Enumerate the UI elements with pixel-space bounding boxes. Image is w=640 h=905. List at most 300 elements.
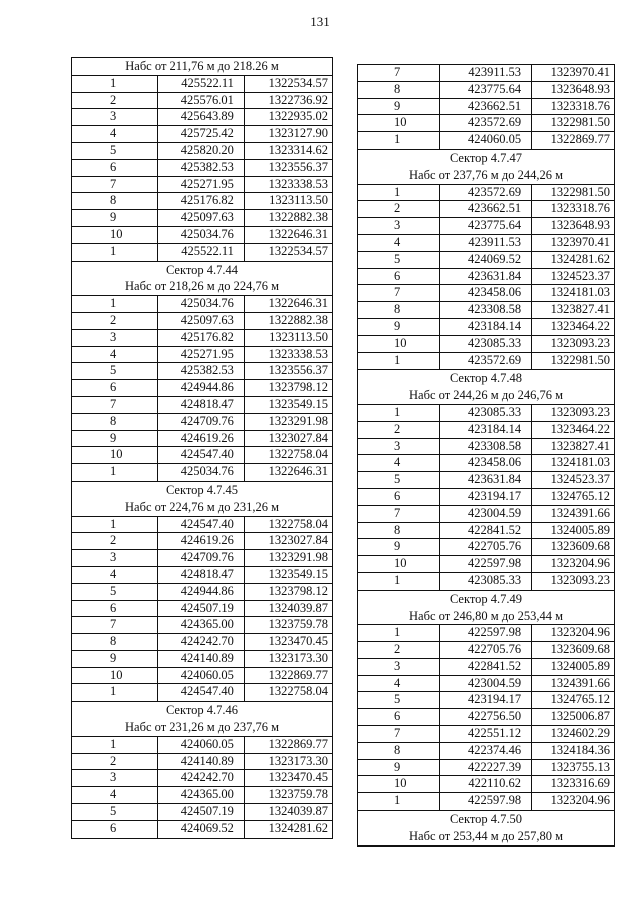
- table-row: [72, 584, 332, 601]
- table-row: [72, 193, 332, 210]
- coord-y: 1323204.96: [550, 793, 610, 808]
- table-row: [72, 601, 332, 618]
- coord-x: 424069.52: [440, 252, 532, 268]
- coord-y: 1324523.37: [550, 268, 610, 283]
- coord-y: 1323470.45: [268, 770, 328, 785]
- point-number: 6: [358, 269, 440, 285]
- coord-y: 1324184.36: [550, 742, 610, 757]
- table-row: [72, 414, 332, 431]
- table-row: [358, 132, 614, 149]
- coord-x: 423775.64: [440, 82, 532, 98]
- point-number: 2: [72, 533, 158, 549]
- table-row: [358, 676, 614, 693]
- table-row: [358, 82, 614, 99]
- table-row: [72, 754, 332, 771]
- coord-x: 422705.76: [440, 642, 532, 658]
- coord-y: 1324523.37: [550, 472, 610, 487]
- coord-y: 1324281.62: [268, 820, 328, 835]
- coord-x: 425643.89: [158, 109, 245, 125]
- point-number: 1: [358, 573, 440, 590]
- point-number: 5: [72, 143, 158, 159]
- coord-x: 424060.05: [440, 132, 532, 149]
- coord-y: 1323113.50: [269, 193, 328, 208]
- coord-x: 424818.47: [158, 567, 245, 583]
- coord-x: 424944.86: [158, 584, 245, 600]
- point-number: 7: [358, 506, 440, 522]
- point-number: 2: [72, 93, 158, 109]
- coord-y: 1322869.77: [550, 132, 610, 147]
- point-number: 3: [72, 550, 158, 566]
- table-row: [72, 684, 332, 701]
- coord-y: 1322758.04: [268, 516, 328, 531]
- coord-y: 1324602.29: [550, 726, 610, 741]
- point-number: 4: [358, 235, 440, 251]
- point-number: 2: [358, 201, 440, 217]
- coord-y: 1324765.12: [550, 692, 610, 707]
- table-row: [72, 126, 332, 143]
- height-range: Набс от 218,26 м до 224,76 м: [72, 278, 332, 296]
- point-number: 3: [358, 218, 440, 234]
- coord-x: 424507.19: [158, 601, 245, 617]
- table-row: [358, 793, 614, 810]
- coord-y: 1322534.57: [268, 243, 328, 258]
- point-number: 3: [72, 330, 158, 346]
- sector-title: Сектор 4.7.48: [449, 371, 523, 386]
- coord-y: 1322981.50: [550, 184, 610, 199]
- coord-y: 1323027.84: [268, 533, 328, 548]
- point-number: 5: [72, 363, 158, 379]
- coord-y: 1324765.12: [550, 488, 610, 503]
- coord-y: 1323648.93: [550, 218, 610, 233]
- coord-x: 424507.19: [158, 804, 245, 820]
- coord-x: 423572.69: [440, 115, 532, 131]
- coord-x: 423662.51: [440, 201, 532, 217]
- point-number: 7: [72, 397, 158, 413]
- point-number: 5: [72, 584, 158, 600]
- point-number: 3: [358, 659, 440, 675]
- coord-x: 422110.62: [440, 776, 532, 792]
- coord-x: 425522.11: [158, 76, 245, 92]
- coord-x: 424619.26: [158, 431, 245, 447]
- point-number: 10: [358, 776, 440, 792]
- coord-x: 425034.76: [158, 464, 245, 481]
- table-row: [72, 330, 332, 347]
- point-number: 8: [358, 82, 440, 98]
- table-row: [72, 380, 332, 397]
- coord-y: 1323798.12: [268, 583, 328, 598]
- coord-x: 424709.76: [158, 550, 245, 566]
- coord-x: 424365.00: [158, 787, 245, 803]
- table-row: [358, 439, 614, 456]
- height-range: Набс от 246,80 м до 253,44 м: [358, 608, 614, 626]
- table-row: [358, 252, 614, 269]
- table-row: [358, 506, 614, 523]
- table-row: [358, 625, 614, 642]
- coord-y: 1324181.03: [550, 285, 610, 300]
- point-number: 10: [72, 447, 158, 463]
- coord-y: 1323970.41: [550, 65, 610, 79]
- coord-x: 425097.63: [158, 313, 245, 329]
- coord-x: 423458.06: [440, 285, 532, 301]
- left-column-table: [71, 57, 333, 839]
- point-number: 10: [72, 227, 158, 243]
- coord-x: 422841.52: [440, 523, 532, 539]
- table-row: [358, 556, 614, 573]
- sector-block: [71, 57, 333, 261]
- coord-y: 1323464.22: [550, 318, 610, 333]
- coord-x: 424069.52: [158, 821, 245, 838]
- table-row: [358, 472, 614, 489]
- coord-y: 1325006.87: [550, 709, 610, 724]
- table-row: [72, 737, 332, 754]
- coord-x: 423572.69: [440, 185, 532, 201]
- sector-title: Сектор 4.7.50: [449, 812, 523, 827]
- sector-block: [71, 261, 333, 481]
- point-number: 1: [358, 353, 440, 370]
- point-number: 9: [72, 651, 158, 667]
- coord-x: 425522.11: [158, 244, 245, 261]
- table-row: [72, 651, 332, 668]
- coord-y: 1323173.30: [268, 753, 328, 768]
- coord-x: 423775.64: [440, 218, 532, 234]
- point-number: 9: [358, 760, 440, 776]
- table-row: [358, 776, 614, 793]
- coord-x: 423572.69: [440, 353, 532, 370]
- coord-x: 424060.05: [158, 737, 245, 753]
- table-row: [72, 296, 332, 313]
- point-number: 1: [72, 76, 158, 92]
- coord-y: 1324391.66: [550, 675, 610, 690]
- sector-block: [357, 64, 615, 149]
- coord-y: 1324005.89: [550, 522, 610, 537]
- coord-y: 1323127.90: [268, 126, 328, 141]
- table-row: [72, 447, 332, 464]
- coord-x: 424818.47: [158, 397, 245, 413]
- coord-x: 425725.42: [158, 126, 245, 142]
- coord-x: 422227.39: [440, 760, 532, 776]
- coord-x: 424060.05: [158, 668, 245, 684]
- table-row: [72, 177, 332, 194]
- coord-x: 425034.76: [158, 227, 245, 243]
- table-row: [358, 336, 614, 353]
- coord-x: 422597.98: [440, 793, 532, 810]
- coord-y: 1324391.66: [550, 505, 610, 520]
- coord-x: 422841.52: [440, 659, 532, 675]
- point-number: 1: [358, 185, 440, 201]
- height-range: Набс от 237,76 м до 244,26 м: [358, 167, 614, 185]
- table-row: [358, 201, 614, 218]
- coord-y: 1323291.98: [268, 550, 328, 565]
- table-row: [72, 210, 332, 227]
- point-number: 1: [72, 737, 158, 753]
- point-number: 10: [72, 668, 158, 684]
- coord-y: 1323113.50: [269, 329, 328, 344]
- table-row: [72, 347, 332, 364]
- table-row: [72, 93, 332, 110]
- point-number: 5: [358, 472, 440, 488]
- sector-title: Сектор 4.7.44: [165, 262, 239, 277]
- coord-x: 425097.63: [158, 210, 245, 226]
- coord-y: 1323291.98: [268, 413, 328, 428]
- point-number: 3: [358, 439, 440, 455]
- coord-y: 1324005.89: [550, 658, 610, 673]
- table-row: [72, 464, 332, 481]
- coord-x: 424242.70: [158, 634, 245, 650]
- coord-y: 1323470.45: [268, 634, 328, 649]
- coord-x: 423631.84: [440, 472, 532, 488]
- table-row: [358, 65, 614, 82]
- coord-y: 1323556.37: [268, 159, 328, 174]
- coord-y: 1323755.13: [550, 759, 610, 774]
- point-number: 4: [72, 787, 158, 803]
- point-number: 9: [72, 431, 158, 447]
- height-range: Набс от 211,76 м до 218.26 м: [72, 58, 332, 76]
- coord-y: 1323318.76: [550, 201, 610, 216]
- point-number: 9: [358, 539, 440, 555]
- point-number: 10: [358, 556, 440, 572]
- coord-y: 1324281.62: [550, 251, 610, 266]
- point-number: 6: [358, 489, 440, 505]
- point-number: 9: [358, 319, 440, 335]
- table-row: [72, 787, 332, 804]
- coord-x: 425176.82: [158, 193, 245, 209]
- point-number: 6: [72, 821, 158, 838]
- coord-x: 423911.53: [440, 65, 532, 81]
- coord-x: 424709.76: [158, 414, 245, 430]
- coord-x: 423194.17: [440, 692, 532, 708]
- height-range: Набс от 224,76 м до 231,26 м: [72, 499, 332, 517]
- point-number: 2: [358, 422, 440, 438]
- sector-block: [71, 481, 333, 701]
- coord-y: 1323314.62: [268, 142, 328, 157]
- coord-y: 1323970.41: [550, 234, 610, 249]
- coord-x: 425271.95: [158, 347, 245, 363]
- coord-x: 424140.89: [158, 651, 245, 667]
- table-row: [72, 668, 332, 685]
- table-row: [72, 143, 332, 160]
- point-number: 9: [72, 210, 158, 226]
- coord-y: 1323609.68: [550, 642, 610, 657]
- point-number: 1: [72, 684, 158, 701]
- coord-y: 1323549.15: [268, 396, 328, 411]
- coord-y: 1322646.31: [268, 226, 328, 241]
- coord-x: 425034.76: [158, 296, 245, 312]
- table-row: [72, 313, 332, 330]
- table-row: [358, 743, 614, 760]
- table-row: [358, 726, 614, 743]
- table-row: [358, 302, 614, 319]
- point-number: 8: [72, 193, 158, 209]
- coord-y: 1322534.57: [268, 75, 328, 90]
- table-row: [72, 617, 332, 634]
- point-number: 8: [358, 743, 440, 759]
- coord-x: 423184.14: [440, 422, 532, 438]
- coord-y: 1323338.53: [268, 346, 328, 361]
- sector-block: [357, 369, 615, 589]
- coord-y: 1324039.87: [268, 600, 328, 615]
- table-row: [358, 185, 614, 202]
- sector-title: Сектор 4.7.46: [165, 703, 239, 718]
- coord-y: 1323798.12: [268, 380, 328, 395]
- coord-x: 424140.89: [158, 754, 245, 770]
- coord-x: 425176.82: [158, 330, 245, 346]
- coord-y: 1322981.50: [550, 352, 610, 367]
- sector-title: Сектор 4.7.45: [165, 482, 239, 497]
- height-range: Набс от 244,26 м до 246,76 м: [358, 387, 614, 405]
- point-number: 8: [72, 414, 158, 430]
- table-row: [358, 659, 614, 676]
- point-number: 3: [72, 109, 158, 125]
- coord-x: 424547.40: [158, 447, 245, 463]
- coord-y: 1323464.22: [550, 421, 610, 436]
- point-number: 1: [72, 296, 158, 312]
- coord-y: 1322882.38: [268, 210, 328, 225]
- coord-x: 423631.84: [440, 269, 532, 285]
- coord-y: 1322646.31: [268, 464, 328, 479]
- coord-y: 1323338.53: [268, 176, 328, 191]
- point-number: 3: [72, 770, 158, 786]
- coord-y: 1322869.77: [268, 667, 328, 682]
- point-number: 7: [358, 285, 440, 301]
- point-number: 2: [72, 313, 158, 329]
- point-number: 6: [72, 601, 158, 617]
- point-number: 1: [358, 625, 440, 641]
- sector-title: Сектор 4.7.49: [449, 591, 523, 606]
- table-row: [358, 269, 614, 286]
- point-number: 4: [358, 676, 440, 692]
- coord-x: 423308.58: [440, 302, 532, 318]
- table-row: [358, 642, 614, 659]
- coord-x: 425271.95: [158, 177, 245, 193]
- point-number: 10: [358, 336, 440, 352]
- point-number: 7: [358, 65, 440, 81]
- table-row: [358, 523, 614, 540]
- point-number: 10: [358, 115, 440, 131]
- coord-x: 422756.50: [440, 709, 532, 725]
- coord-x: 422374.46: [440, 743, 532, 759]
- sector-block: [357, 149, 615, 369]
- coord-y: 1323648.93: [550, 81, 610, 96]
- height-range: Набс от 231,26 м до 237,76 м: [72, 719, 332, 737]
- point-number: 2: [72, 754, 158, 770]
- coord-x: 423662.51: [440, 99, 532, 115]
- coord-y: 1322869.77: [268, 736, 328, 751]
- coord-y: 1322758.04: [268, 447, 328, 462]
- point-number: 6: [358, 709, 440, 725]
- point-number: 7: [358, 726, 440, 742]
- sector-title: Сектор 4.7.47: [449, 150, 523, 165]
- table-row: [358, 99, 614, 116]
- coord-x: 422597.98: [440, 625, 532, 641]
- point-number: 1: [358, 793, 440, 810]
- coord-y: 1323093.23: [550, 572, 610, 587]
- coord-x: 423004.59: [440, 506, 532, 522]
- point-number: 8: [358, 523, 440, 539]
- coord-y: 1324181.03: [550, 455, 610, 470]
- point-number: 1: [358, 132, 440, 149]
- coord-y: 1323204.96: [550, 556, 610, 571]
- table-row: [358, 218, 614, 235]
- point-number: 4: [72, 347, 158, 363]
- table-row: [358, 405, 614, 422]
- table-row: [358, 692, 614, 709]
- point-number: 7: [72, 617, 158, 633]
- point-number: 8: [72, 634, 158, 650]
- coord-x: 424547.40: [158, 684, 245, 701]
- table-row: [72, 431, 332, 448]
- coord-y: 1323827.41: [550, 302, 610, 317]
- point-number: 1: [72, 244, 158, 261]
- coord-x: 423085.33: [440, 405, 532, 421]
- point-number: 4: [72, 126, 158, 142]
- coord-y: 1323549.15: [268, 566, 328, 581]
- coord-x: 423911.53: [440, 235, 532, 251]
- sector-block: [357, 810, 615, 847]
- table-row: [358, 573, 614, 590]
- table-row: [72, 804, 332, 821]
- coord-x: 424365.00: [158, 617, 245, 633]
- point-number: 9: [358, 99, 440, 115]
- right-column-table: [357, 64, 615, 847]
- table-row: [72, 160, 332, 177]
- coord-y: 1323609.68: [550, 539, 610, 554]
- coord-y: 1322882.38: [268, 312, 328, 327]
- table-row: [358, 353, 614, 370]
- table-row: [358, 539, 614, 556]
- height-range: Набс от 253,44 м до 257,80 м: [358, 828, 614, 846]
- table-row: [72, 397, 332, 414]
- table-row: [358, 235, 614, 252]
- coord-y: 1323093.23: [550, 335, 610, 350]
- coord-x: 423184.14: [440, 319, 532, 335]
- coord-x: 423004.59: [440, 676, 532, 692]
- coord-y: 1323318.76: [550, 98, 610, 113]
- point-number: 7: [72, 177, 158, 193]
- coord-y: 1323093.23: [550, 404, 610, 419]
- coord-x: 423085.33: [440, 336, 532, 352]
- coord-y: 1322981.50: [550, 115, 610, 130]
- coord-y: 1323759.78: [268, 787, 328, 802]
- coord-y: 1322736.92: [268, 92, 328, 107]
- table-row: [72, 821, 332, 838]
- coord-x: 424547.40: [158, 517, 245, 533]
- point-number: 4: [358, 455, 440, 471]
- coord-y: 1322935.02: [268, 109, 328, 124]
- table-row: [358, 115, 614, 132]
- coord-x: 425576.01: [158, 93, 245, 109]
- point-number: 1: [72, 464, 158, 481]
- table-row: [72, 533, 332, 550]
- point-number: 1: [358, 405, 440, 421]
- table-row: [72, 76, 332, 93]
- coord-x: 423458.06: [440, 455, 532, 471]
- point-number: 6: [72, 380, 158, 396]
- point-number: 5: [358, 252, 440, 268]
- point-number: 2: [358, 642, 440, 658]
- coord-x: 424242.70: [158, 770, 245, 786]
- coord-y: 1324039.87: [268, 804, 328, 819]
- coord-y: 1323204.96: [550, 625, 610, 640]
- coord-y: 1322646.31: [268, 296, 328, 311]
- coord-x: 424944.86: [158, 380, 245, 396]
- coord-y: 1323556.37: [268, 363, 328, 378]
- point-number: 6: [72, 160, 158, 176]
- page-number: 131: [310, 14, 330, 29]
- table-row: [72, 550, 332, 567]
- coord-x: 423194.17: [440, 489, 532, 505]
- coord-y: 1323827.41: [550, 438, 610, 453]
- point-number: 8: [358, 302, 440, 318]
